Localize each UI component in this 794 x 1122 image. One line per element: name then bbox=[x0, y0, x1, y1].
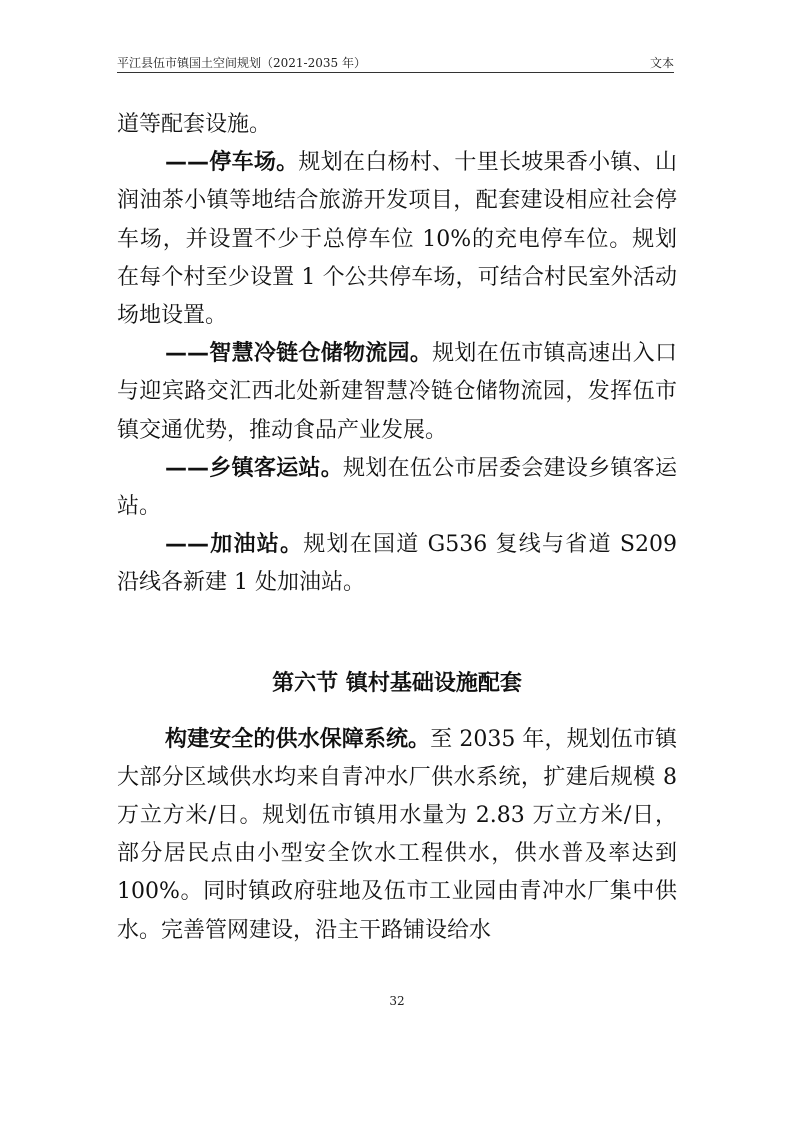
text-cold-chain: 规划在伍市镇高速出入口与迎宾路交汇西北处新建智慧冷链仓储物流园，发挥伍市镇交通优势，推动食品产业发展。 bbox=[117, 341, 677, 443]
header-doc-type: 文本 bbox=[649, 56, 674, 70]
heading-gas-station: ——加油站。 bbox=[165, 532, 304, 558]
page-body bbox=[117, 106, 677, 950]
section-title: 第六节 镇村基础设施配套 bbox=[272, 670, 522, 696]
page-header bbox=[117, 50, 674, 73]
text-gas-station: 规划在国道 G536 复线与省道 S209 沿线各新建 1 处加油站。 bbox=[117, 532, 677, 596]
page-number: 32 bbox=[389, 994, 405, 1008]
heading-water-supply: 构建安全的供水保障系统。 bbox=[165, 726, 431, 752]
heading-parking: ——停车场。 bbox=[165, 150, 299, 176]
paragraph-bus-station bbox=[117, 450, 677, 526]
text-parking: 规划在白杨村、十里长坡果香小镇、山润油茶小镇等地结合旅游开发项目，配套建设相应社会停车场，并设置不少于总停车位 10%的充电停车位。规划在每个村至少设置 1 个公共停车场，可结合村民室外活动场地设置。 bbox=[117, 150, 677, 329]
header-title: 平江县伍市镇国土空间规划（2021-2035 年） bbox=[117, 56, 366, 70]
paragraph-gas-station bbox=[117, 526, 677, 602]
text-bus-station: 规划在伍公市居委会建设乡镇客运站。 bbox=[117, 455, 677, 520]
text-water-supply: 至 2035 年，规划伍市镇大部分区域供水均来自青冲水厂供水系统，扩建后规模 8 万立方米/日。规划伍市镇用水量为 2.83 万立方米/日，部分居民点由小型安全饮水工程供水，供水普及率达到 100%。同时镇政府驻地及伍市工业园由青冲水厂集中供水。完善管网建设，沿主干路铺设给水 bbox=[117, 726, 677, 943]
paragraph-continuation: 道等配套设施。 bbox=[117, 112, 272, 137]
heading-bus-station: ——乡镇客运站。 bbox=[165, 455, 343, 481]
paragraph-water-supply bbox=[117, 721, 677, 950]
paragraph-cold-chain bbox=[117, 335, 677, 450]
paragraph-parking bbox=[117, 144, 677, 335]
heading-cold-chain: ——智慧冷链仓储物流园。 bbox=[165, 341, 433, 367]
